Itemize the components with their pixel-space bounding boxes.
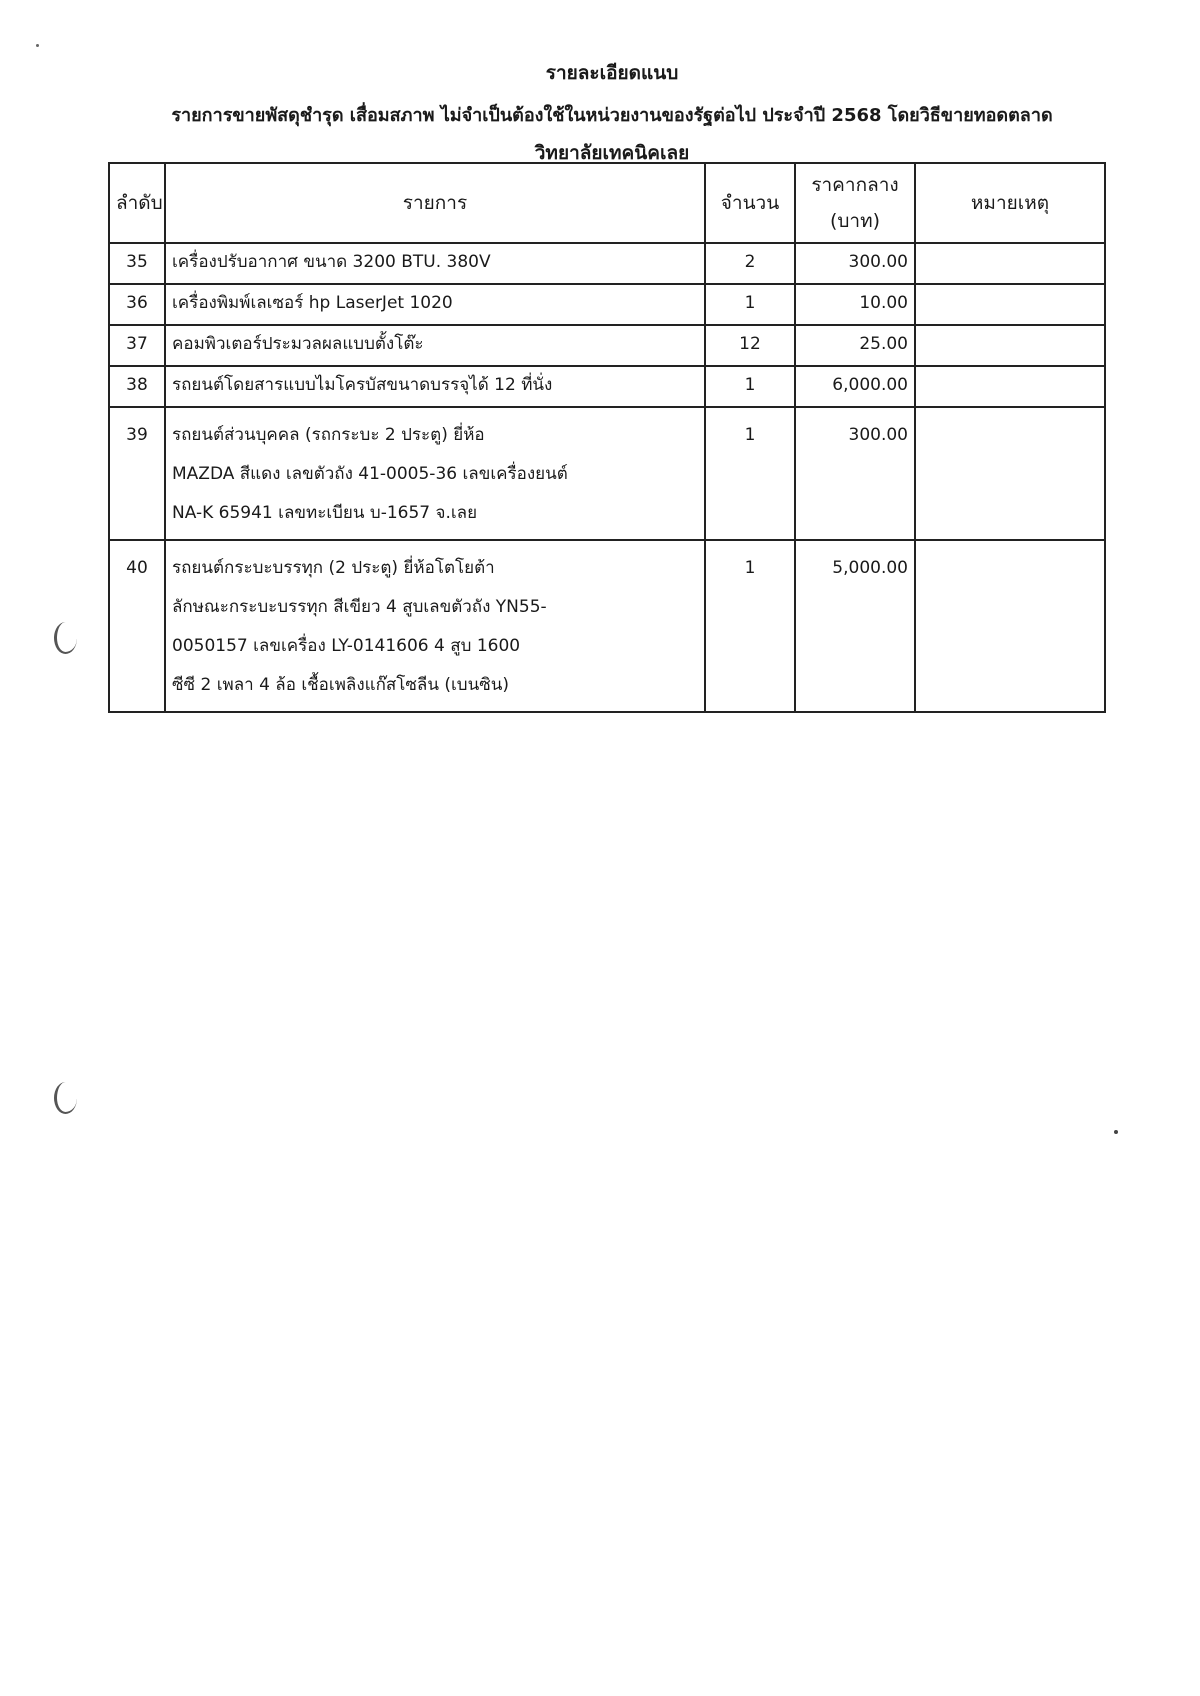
description-line: คอมพิวเตอร์ประมวลผลแบบตั้งโต๊ะ bbox=[172, 334, 424, 354]
scan-speck bbox=[36, 44, 39, 47]
column-header-qty: จำนวน bbox=[705, 163, 795, 243]
table-row bbox=[109, 325, 1105, 366]
document-subtitle: รายการขายพัสดุชำรุด เสื่อมสภาพ ไม่จำเป็นต้องใช้ในหน่วยงานของรัฐต่อไป ประจำปี 2568 โดยวิธีขายทอดตลาด bbox=[171, 105, 1053, 126]
table-row bbox=[109, 366, 1105, 407]
column-header-no: ลำดับ bbox=[109, 163, 165, 243]
row-description bbox=[165, 243, 705, 284]
row-number: 39 bbox=[109, 407, 165, 540]
row-quantity: 1 bbox=[705, 407, 795, 540]
description-line: รถยนต์กระบะบรรทุก (2 ประตู) ยี่ห้อโตโยต้า bbox=[172, 558, 495, 578]
row-description bbox=[165, 325, 705, 366]
document-title: รายละเอียดแนบ bbox=[545, 62, 679, 84]
description-line: 0050157 เลขเครื่อง LY-0141606 4 สูบ 1600 bbox=[172, 636, 521, 656]
row-number: 38 bbox=[109, 366, 165, 407]
row-price: 300.00 bbox=[795, 243, 915, 284]
description-line: เครื่องพิมพ์เลเซอร์ hp LaserJet 1020 bbox=[172, 293, 453, 313]
items-table bbox=[108, 162, 1106, 713]
row-remark bbox=[915, 243, 1105, 284]
punch-hole-mark bbox=[54, 622, 77, 654]
scan-speck bbox=[1114, 1130, 1118, 1134]
row-remark bbox=[915, 284, 1105, 325]
row-number: 40 bbox=[109, 540, 165, 712]
table-header-row bbox=[109, 163, 1105, 243]
table-row bbox=[109, 243, 1105, 284]
row-description bbox=[165, 540, 705, 712]
row-quantity: 2 bbox=[705, 243, 795, 284]
row-price: 5,000.00 bbox=[795, 540, 915, 712]
row-description bbox=[165, 407, 705, 540]
row-price: 6,000.00 bbox=[795, 366, 915, 407]
row-price: 10.00 bbox=[795, 284, 915, 325]
row-remark bbox=[915, 325, 1105, 366]
row-quantity: 1 bbox=[705, 366, 795, 407]
description-line: รถยนต์โดยสารแบบไมโครบัสขนาดบรรจุได้ 12 ที่นั่ง bbox=[172, 375, 553, 395]
table-row bbox=[109, 540, 1105, 712]
row-number: 36 bbox=[109, 284, 165, 325]
description-line: รถยนต์ส่วนบุคคล (รถกระบะ 2 ประตู) ยี่ห้อ bbox=[172, 425, 485, 445]
row-number: 35 bbox=[109, 243, 165, 284]
table-row bbox=[109, 284, 1105, 325]
description-line: ซีซี 2 เพลา 4 ล้อ เชื้อเพลิงแก๊สโซลีน (เบนซิน) bbox=[172, 675, 510, 695]
column-header-remark: หมายเหตุ bbox=[915, 163, 1105, 243]
row-remark bbox=[915, 366, 1105, 407]
column-header-price bbox=[795, 163, 915, 243]
row-description bbox=[165, 284, 705, 325]
row-description bbox=[165, 366, 705, 407]
punch-hole-mark bbox=[54, 1082, 77, 1114]
description-line: NA-K 65941 เลขทะเบียน บ-1657 จ.เลย bbox=[172, 503, 478, 523]
row-price: 25.00 bbox=[795, 325, 915, 366]
description-line: ลักษณะกระบะบรรทุก สีเขียว 4 สูบเลขตัวถัง YN55- bbox=[172, 597, 547, 617]
row-remark bbox=[915, 540, 1105, 712]
description-line: เครื่องปรับอากาศ ขนาด 3200 BTU. 380V bbox=[172, 252, 491, 272]
row-quantity: 12 bbox=[705, 325, 795, 366]
organization-name: วิทยาลัยเทคนิคเลย bbox=[534, 142, 690, 164]
row-number: 37 bbox=[109, 325, 165, 366]
row-remark bbox=[915, 407, 1105, 540]
row-quantity: 1 bbox=[705, 284, 795, 325]
row-quantity: 1 bbox=[705, 540, 795, 712]
description-line: MAZDA สีแดง เลขตัวถัง 41-0005-36 เลขเครื่องยนต์ bbox=[172, 464, 568, 484]
column-header-price-line2: (บาท) bbox=[829, 210, 881, 232]
table-row bbox=[109, 407, 1105, 540]
row-price: 300.00 bbox=[795, 407, 915, 540]
column-header-price-line1: ราคากลาง bbox=[811, 174, 899, 196]
column-header-item: รายการ bbox=[165, 163, 705, 243]
